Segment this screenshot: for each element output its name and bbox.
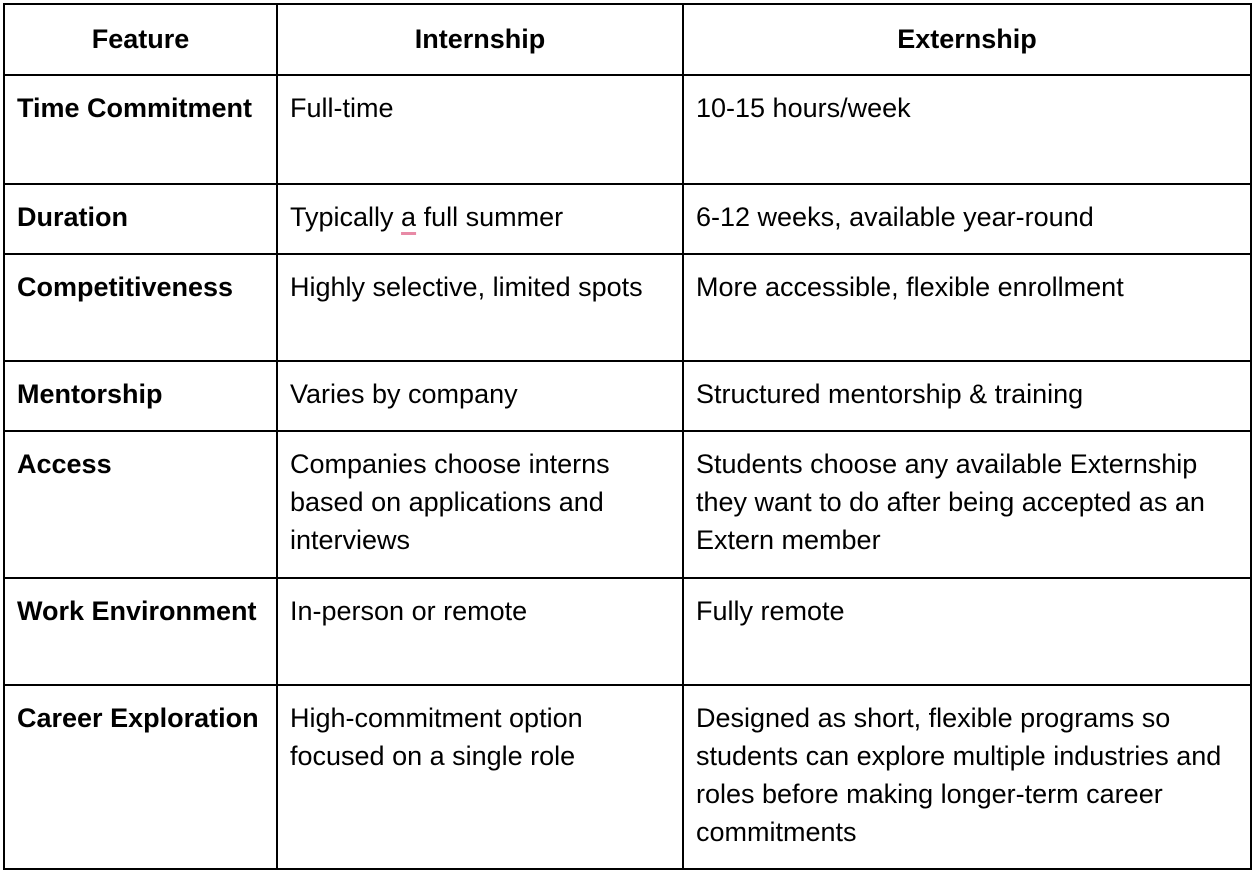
internship-cell[interactable]: In-person or remote <box>277 578 683 685</box>
internship-cell[interactable]: Companies choose interns based on applications and interviews <box>277 431 683 578</box>
text-segment: Typically <box>290 202 402 232</box>
internship-cell[interactable]: Full-time <box>277 75 683 184</box>
feature-cell[interactable]: Mentorship <box>4 361 277 431</box>
header-internship[interactable]: Internship <box>277 4 683 75</box>
table-row <box>4 75 1251 184</box>
feature-cell[interactable]: Time Commitment <box>4 75 277 184</box>
table-row <box>4 685 1251 869</box>
table-row <box>4 361 1251 431</box>
externship-cell[interactable]: 6-12 weeks, available year-round <box>683 184 1251 254</box>
header-row <box>4 4 1251 75</box>
table-row <box>4 254 1251 361</box>
internship-cell[interactable] <box>277 184 683 254</box>
feature-cell[interactable]: Duration <box>4 184 277 254</box>
externship-cell[interactable]: Students choose any available Externship they want to do after being accepted as an Extern member <box>683 431 1251 578</box>
header-feature[interactable]: Feature <box>4 4 277 75</box>
table-row <box>4 184 1251 254</box>
header-externship[interactable]: Externship <box>683 4 1251 75</box>
table-row <box>4 578 1251 685</box>
externship-cell[interactable]: More accessible, flexible enrollment <box>683 254 1251 361</box>
externship-cell[interactable]: Designed as short, flexible programs so students can explore multiple industries and roles before making longer-term career commitments <box>683 685 1251 869</box>
table-row <box>4 431 1251 578</box>
externship-cell[interactable]: 10-15 hours/week <box>683 75 1251 184</box>
externship-cell[interactable]: Structured mentorship & training <box>683 361 1251 431</box>
comparison-table <box>3 3 1252 870</box>
internship-cell[interactable]: Varies by company <box>277 361 683 431</box>
externship-cell[interactable]: Fully remote <box>683 578 1251 685</box>
feature-cell[interactable]: Career Exploration <box>4 685 277 869</box>
feature-cell[interactable]: Access <box>4 431 277 578</box>
text-segment: full summer <box>416 202 564 232</box>
spellcheck-marked-word[interactable]: a <box>401 202 417 232</box>
internship-cell[interactable]: Highly selective, limited spots <box>277 254 683 361</box>
feature-cell[interactable]: Work Environment <box>4 578 277 685</box>
feature-cell[interactable]: Competitiveness <box>4 254 277 361</box>
internship-cell[interactable]: High-commitment option focused on a single role <box>277 685 683 869</box>
